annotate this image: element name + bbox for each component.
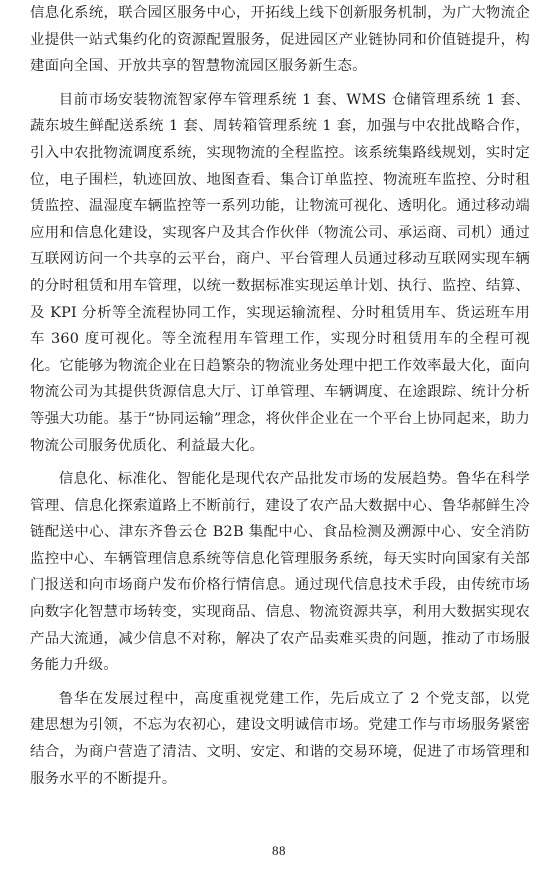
body-text xyxy=(30,0,530,799)
page-number: 88 xyxy=(272,843,286,858)
paragraph-smart-market: 信息化、标准化、智能化是现代农产品批发市场的发展趋势。鲁华在科学管理、信息化探索道路上不断前行，建设了农产品大数据中心、鲁华郝鲜生冷链配送中心、津东齐鲁云仓 B2B 集配中心、食品检测及溯源中心、安全消防监控中心、车辆管理信息系统等信息化管理服务系统，每天实时向国家有关部门报送和向市场商户发布价格行情信息。通过现代信息技术手段，由传统市场向数字化智慧市场转变，实现商品、信息、物流资源共享，利用大数据实现农产品大流通，减少信息不对称，解决了农产品卖难买贵的问题，推动了市场服务能力升级。 xyxy=(30,471,530,674)
paragraph-continuation: 信息化系统，联合园区服务中心，开拓线上线下创新服务机制，为广大物流企业提供一站式集约化的资源配置服务，促进园区产业链协同和价值链提升，构建面向全国、开放共享的智慧物流园区服务新生态。 xyxy=(30,5,530,75)
paragraph-logistics-systems: 目前市场安装物流智家停车管理系统 1 套、WMS 仓储管理系统 1 套、蔬东坡生鲜配送系统 1 套、周转箱管理系统 1 套，加强与中农批战略合作，引入中农批物流调度系统，实现物流的全程监控。该系统集路线规划，实时定位，电子围栏，轨迹回放、地图查看、集合订单监控、物流班车监控、分时租赁监控、温湿度车辆监控等一系列功能，让物流可视化、透明化。通过移动端应用和信息化建设，实现客户及其合作伙伴（物流公司、承运商、司机）通过互联网访问一个共享的云平台，商户、平台管理人员通过移动互联网实现车辆的分时租赁和用车管理，以统一数据标准实现运单计划、执行、监控、结算、及 KPI 分析等全流程协同工作，实现运输流程、分时租赁用车、货运班车用车 360 度可视化。等全流程用车管理工作，实现分时租赁用车的全程可视化。它能够为物流企业在日趋繁杂的物流业务处理中把工作效率最大化，面向物流公司为其提供货源信息大厅、订单管理、车辆调度、在途跟踪、统计分析等强大功能。基于“协同运输”理念，将伙伴企业在一个平台上协同起来，助力物流公司服务优质化、利益最大化。 xyxy=(30,91,530,454)
paragraph-party-building: 鲁华在发展过程中，高度重视党建工作，先后成立了 2 个党支部，以党建思想为引领，不忘为农初心，建设文明诚信市场。党建工作与市场服务紧密结合，为商户营造了清洁、文明、安定、和谐的交易环境，促进了市场管理和服务水平的不断提升。 xyxy=(30,690,530,787)
